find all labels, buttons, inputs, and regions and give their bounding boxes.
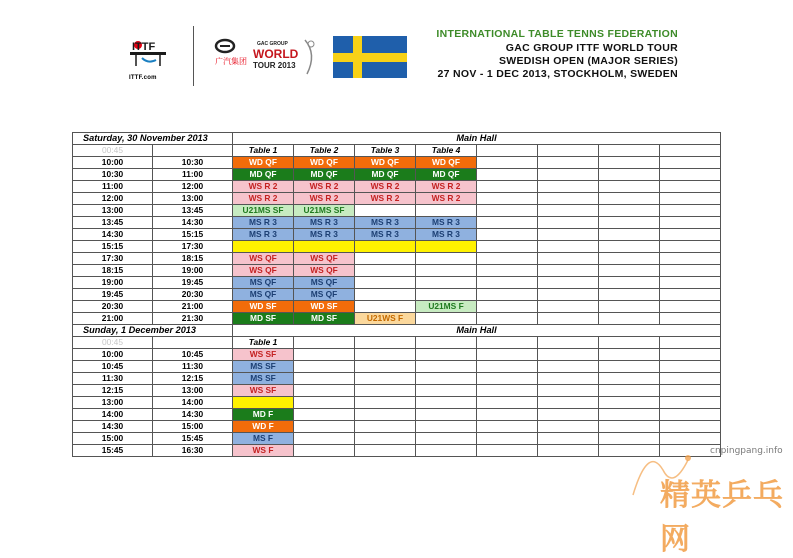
schedule-row: [73, 277, 721, 289]
end-time: 13:00: [153, 385, 233, 397]
world-tour-brand: GAC GROUP: [257, 41, 288, 47]
empty-cell: [477, 193, 538, 205]
empty-cell: [355, 373, 416, 385]
match-cell: [355, 265, 416, 277]
match-cell: WD F: [233, 421, 294, 433]
day-title: Saturday, 30 November 2013: [73, 133, 233, 145]
empty-cell: [153, 145, 233, 157]
match-cell: [355, 205, 416, 217]
header-dates: 27 NOV - 1 DEC 2013, STOCKHOLM, SWEDEN: [437, 68, 678, 80]
schedule-row: [73, 253, 721, 265]
empty-cell: [477, 349, 538, 361]
empty-cell: [599, 373, 660, 385]
match-cell: [355, 301, 416, 313]
match-cell: [355, 277, 416, 289]
start-time: 10:45: [73, 361, 153, 373]
empty-cell: [660, 229, 721, 241]
empty-cell: [294, 445, 355, 457]
schedule-row: [73, 397, 721, 409]
empty-cell: [660, 385, 721, 397]
match-cell: WS SF: [233, 385, 294, 397]
empty-cell: [477, 361, 538, 373]
empty-cell: [538, 193, 599, 205]
match-cell: [416, 205, 477, 217]
schedule-row: [73, 361, 721, 373]
match-cell: MS R 3: [355, 229, 416, 241]
empty-cell: [477, 397, 538, 409]
schedule-row: [73, 313, 721, 325]
empty-cell: [599, 193, 660, 205]
match-cell: MS R 3: [233, 217, 294, 229]
match-cell: [416, 289, 477, 301]
end-time: 16:30: [153, 445, 233, 457]
empty-cell: [294, 337, 355, 349]
schedule-row: [73, 169, 721, 181]
empty-cell: [477, 301, 538, 313]
empty-cell: [538, 337, 599, 349]
empty-cell: [599, 205, 660, 217]
empty-cell: [477, 205, 538, 217]
empty-cell: [599, 169, 660, 181]
header-org: INTERNATIONAL TABLE TENNS FEDERATION: [436, 28, 678, 40]
start-time: 13:00: [73, 397, 153, 409]
empty-cell: [599, 289, 660, 301]
match-cell: WS R 2: [233, 193, 294, 205]
schedule-row: [73, 289, 721, 301]
empty-cell: [599, 241, 660, 253]
empty-cell: [599, 301, 660, 313]
empty-cell: [538, 361, 599, 373]
empty-cell: [355, 397, 416, 409]
end-time: 11:00: [153, 169, 233, 181]
empty-cell: [599, 217, 660, 229]
start-time: 13:45: [73, 217, 153, 229]
empty-cell: [477, 145, 538, 157]
watermark-text: 精英乒乓网: [660, 478, 784, 557]
match-cell: WS R 2: [233, 181, 294, 193]
match-cell: WS QF: [294, 265, 355, 277]
empty-cell: [660, 253, 721, 265]
end-time: 21:00: [153, 301, 233, 313]
schedule-row: [73, 433, 721, 445]
match-cell: WD QF: [355, 157, 416, 169]
schedule-row: [73, 205, 721, 217]
empty-cell: [416, 349, 477, 361]
match-cell: [233, 241, 294, 253]
empty-cell: [538, 349, 599, 361]
empty-cell: [599, 313, 660, 325]
empty-cell: [599, 229, 660, 241]
match-cell: WS R 2: [294, 181, 355, 193]
empty-cell: [660, 145, 721, 157]
match-cell: MS R 3: [294, 229, 355, 241]
end-time: 15:00: [153, 421, 233, 433]
end-time: 14:00: [153, 397, 233, 409]
end-time: 12:15: [153, 373, 233, 385]
empty-cell: [416, 397, 477, 409]
empty-cell: [538, 241, 599, 253]
match-cell: [355, 289, 416, 301]
start-time: 14:30: [73, 421, 153, 433]
world-tour-line2: TOUR 2013: [253, 61, 296, 70]
empty-cell: [477, 265, 538, 277]
empty-cell: [538, 145, 599, 157]
match-cell: [294, 241, 355, 253]
match-cell: WD SF: [233, 301, 294, 313]
match-cell: WD SF: [294, 301, 355, 313]
end-time: 10:45: [153, 349, 233, 361]
empty-cell: [477, 277, 538, 289]
match-cell: MS R 3: [233, 229, 294, 241]
match-cell: MS QF: [294, 289, 355, 301]
start-time: 15:00: [73, 433, 153, 445]
empty-cell: [538, 265, 599, 277]
empty-cell: [599, 349, 660, 361]
start-time: 12:15: [73, 385, 153, 397]
empty-cell: [599, 385, 660, 397]
match-cell: WS QF: [233, 253, 294, 265]
empty-cell: [660, 157, 721, 169]
match-cell: MS R 3: [416, 229, 477, 241]
world-tour-line1: WORLD: [253, 47, 299, 61]
empty-cell: [538, 181, 599, 193]
schedule-row: [73, 241, 721, 253]
empty-cell: [416, 373, 477, 385]
empty-cell: [538, 205, 599, 217]
match-cell: WS R 2: [355, 193, 416, 205]
schedule-row: [73, 385, 721, 397]
match-cell: MS R 3: [355, 217, 416, 229]
start-time: 10:00: [73, 157, 153, 169]
empty-cell: [355, 409, 416, 421]
match-cell: MD F: [233, 409, 294, 421]
empty-cell: [660, 265, 721, 277]
muted-time: 00:45: [73, 145, 153, 157]
start-time: 14:00: [73, 409, 153, 421]
schedule-row: [73, 301, 721, 313]
empty-cell: [660, 361, 721, 373]
empty-cell: [660, 169, 721, 181]
table-header-row: [73, 337, 721, 349]
empty-cell: [355, 421, 416, 433]
match-cell: MS SF: [233, 373, 294, 385]
table-label: Table 3: [355, 145, 416, 157]
muted-time: 00:45: [73, 337, 153, 349]
day-header-row: [73, 325, 721, 337]
end-time: 17:30: [153, 241, 233, 253]
schedule-row: [73, 421, 721, 433]
match-cell: WS QF: [294, 253, 355, 265]
empty-cell: [599, 265, 660, 277]
schedule-row: [73, 373, 721, 385]
schedule-row: [73, 409, 721, 421]
empty-cell: [660, 337, 721, 349]
empty-cell: [538, 397, 599, 409]
empty-cell: [538, 373, 599, 385]
empty-cell: [355, 445, 416, 457]
empty-cell: [416, 433, 477, 445]
match-cell: MD SF: [294, 313, 355, 325]
match-cell: U21MS F: [416, 301, 477, 313]
match-cell: U21MS SF: [294, 205, 355, 217]
match-cell: MS R 3: [416, 217, 477, 229]
match-cell: U21WS F: [355, 313, 416, 325]
empty-cell: [538, 445, 599, 457]
world-tour-cn: 广汽集团: [215, 57, 247, 66]
empty-cell: [660, 421, 721, 433]
empty-cell: [477, 229, 538, 241]
hall-title: Main Hall: [233, 325, 721, 337]
table-label: Table 2: [294, 145, 355, 157]
empty-cell: [477, 337, 538, 349]
empty-cell: [538, 169, 599, 181]
match-cell: WS R 2: [416, 193, 477, 205]
day-title: Sunday, 1 December 2013: [73, 325, 233, 337]
schedule-row: [73, 181, 721, 193]
start-time: 11:30: [73, 373, 153, 385]
schedule-row: [73, 229, 721, 241]
start-time: 13:00: [73, 205, 153, 217]
empty-cell: [416, 421, 477, 433]
start-time: 17:30: [73, 253, 153, 265]
empty-cell: [538, 289, 599, 301]
match-cell: WD QF: [233, 157, 294, 169]
empty-cell: [355, 349, 416, 361]
empty-cell: [538, 217, 599, 229]
end-time: 13:45: [153, 205, 233, 217]
start-time: 18:15: [73, 265, 153, 277]
start-time: 15:45: [73, 445, 153, 457]
match-cell: MS SF: [233, 361, 294, 373]
empty-cell: [660, 193, 721, 205]
end-time: 11:30: [153, 361, 233, 373]
match-cell: MS F: [233, 433, 294, 445]
start-time: 10:30: [73, 169, 153, 181]
match-cell: WS R 2: [355, 181, 416, 193]
watermark-url: cnpingpang.info: [710, 446, 783, 456]
match-cell: [355, 253, 416, 265]
empty-cell: [599, 337, 660, 349]
empty-cell: [660, 397, 721, 409]
match-cell: WS R 2: [416, 181, 477, 193]
start-time: 15:15: [73, 241, 153, 253]
empty-cell: [538, 409, 599, 421]
match-cell: MD QF: [233, 169, 294, 181]
end-time: 20:30: [153, 289, 233, 301]
empty-cell: [660, 217, 721, 229]
schedule-row: [73, 445, 721, 457]
start-time: 11:00: [73, 181, 153, 193]
empty-cell: [538, 253, 599, 265]
match-cell: [416, 277, 477, 289]
empty-cell: [660, 301, 721, 313]
ittf-url: ITTF.com: [129, 75, 157, 81]
match-cell: [416, 313, 477, 325]
match-cell: WD QF: [294, 157, 355, 169]
empty-cell: [416, 445, 477, 457]
world-tour-logo: [213, 36, 321, 80]
empty-cell: [294, 433, 355, 445]
empty-cell: [477, 217, 538, 229]
empty-cell: [660, 289, 721, 301]
match-cell: MS QF: [233, 277, 294, 289]
start-time: 20:30: [73, 301, 153, 313]
end-time: 14:30: [153, 409, 233, 421]
schedule-row: [73, 217, 721, 229]
match-cell: MS R 3: [294, 217, 355, 229]
empty-cell: [660, 181, 721, 193]
start-time: 12:00: [73, 193, 153, 205]
empty-cell: [660, 241, 721, 253]
empty-cell: [660, 277, 721, 289]
end-time: 14:30: [153, 217, 233, 229]
empty-cell: [599, 157, 660, 169]
empty-cell: [599, 181, 660, 193]
start-time: 21:00: [73, 313, 153, 325]
hall-title: Main Hall: [233, 133, 721, 145]
empty-cell: [477, 445, 538, 457]
empty-cell: [599, 397, 660, 409]
sweden-flag: [333, 36, 407, 78]
match-cell: U21MS SF: [233, 205, 294, 217]
start-time: 14:30: [73, 229, 153, 241]
ittf-logo-text: ITTF: [132, 41, 156, 53]
empty-cell: [477, 385, 538, 397]
empty-cell: [660, 373, 721, 385]
start-time: 19:00: [73, 277, 153, 289]
empty-cell: [477, 433, 538, 445]
empty-cell: [355, 361, 416, 373]
table-label: Table 1: [233, 337, 294, 349]
match-cell: [416, 241, 477, 253]
end-time: 19:45: [153, 277, 233, 289]
day-header-row: [73, 133, 721, 145]
match-cell: MS QF: [233, 289, 294, 301]
empty-cell: [477, 409, 538, 421]
empty-cell: [660, 205, 721, 217]
empty-cell: [477, 421, 538, 433]
empty-cell: [477, 181, 538, 193]
empty-cell: [538, 421, 599, 433]
table-label: Table 4: [416, 145, 477, 157]
table-label: Table 1: [233, 145, 294, 157]
empty-cell: [355, 433, 416, 445]
header-divider: [193, 26, 194, 86]
empty-cell: [599, 253, 660, 265]
match-cell: WS F: [233, 445, 294, 457]
empty-cell: [538, 433, 599, 445]
empty-cell: [355, 385, 416, 397]
empty-cell: [294, 385, 355, 397]
empty-cell: [538, 313, 599, 325]
empty-cell: [538, 301, 599, 313]
empty-cell: [599, 361, 660, 373]
schedule-table: [72, 132, 721, 457]
empty-cell: [599, 421, 660, 433]
empty-cell: [660, 313, 721, 325]
match-cell: [416, 265, 477, 277]
match-cell: WS R 2: [294, 193, 355, 205]
empty-cell: [477, 313, 538, 325]
empty-cell: [660, 409, 721, 421]
empty-cell: [477, 157, 538, 169]
match-cell: WD QF: [416, 157, 477, 169]
empty-cell: [153, 337, 233, 349]
empty-cell: [416, 409, 477, 421]
empty-cell: [538, 385, 599, 397]
match-cell: MS QF: [294, 277, 355, 289]
end-time: 10:30: [153, 157, 233, 169]
empty-cell: [538, 157, 599, 169]
empty-cell: [294, 373, 355, 385]
empty-cell: [599, 409, 660, 421]
table-header-row: [73, 145, 721, 157]
empty-cell: [294, 349, 355, 361]
empty-cell: [660, 349, 721, 361]
match-cell: MD SF: [233, 313, 294, 325]
end-time: 15:15: [153, 229, 233, 241]
empty-cell: [538, 229, 599, 241]
header-tour: GAC GROUP ITTF WORLD TOUR: [505, 42, 678, 54]
match-cell: [355, 241, 416, 253]
end-time: 15:45: [153, 433, 233, 445]
empty-cell: [477, 289, 538, 301]
empty-cell: [538, 277, 599, 289]
empty-cell: [477, 241, 538, 253]
match-cell: [233, 397, 294, 409]
match-cell: WS QF: [233, 265, 294, 277]
end-time: 13:00: [153, 193, 233, 205]
schedule-row: [73, 265, 721, 277]
end-time: 12:00: [153, 181, 233, 193]
empty-cell: [477, 253, 538, 265]
empty-cell: [294, 397, 355, 409]
header-event: SWEDISH OPEN (MAJOR SERIES): [498, 55, 678, 67]
start-time: 19:45: [73, 289, 153, 301]
end-time: 19:00: [153, 265, 233, 277]
match-cell: WS SF: [233, 349, 294, 361]
match-cell: [416, 253, 477, 265]
empty-cell: [294, 421, 355, 433]
end-time: 21:30: [153, 313, 233, 325]
empty-cell: [416, 361, 477, 373]
empty-cell: [416, 385, 477, 397]
schedule-row: [73, 193, 721, 205]
empty-cell: [294, 361, 355, 373]
empty-cell: [416, 337, 477, 349]
schedule-row: [73, 349, 721, 361]
empty-cell: [599, 277, 660, 289]
empty-cell: [294, 409, 355, 421]
empty-cell: [599, 145, 660, 157]
end-time: 18:15: [153, 253, 233, 265]
start-time: 10:00: [73, 349, 153, 361]
match-cell: MD QF: [416, 169, 477, 181]
empty-cell: [477, 169, 538, 181]
match-cell: MD QF: [294, 169, 355, 181]
schedule-row: [73, 157, 721, 169]
empty-cell: [355, 337, 416, 349]
match-cell: MD QF: [355, 169, 416, 181]
empty-cell: [477, 373, 538, 385]
